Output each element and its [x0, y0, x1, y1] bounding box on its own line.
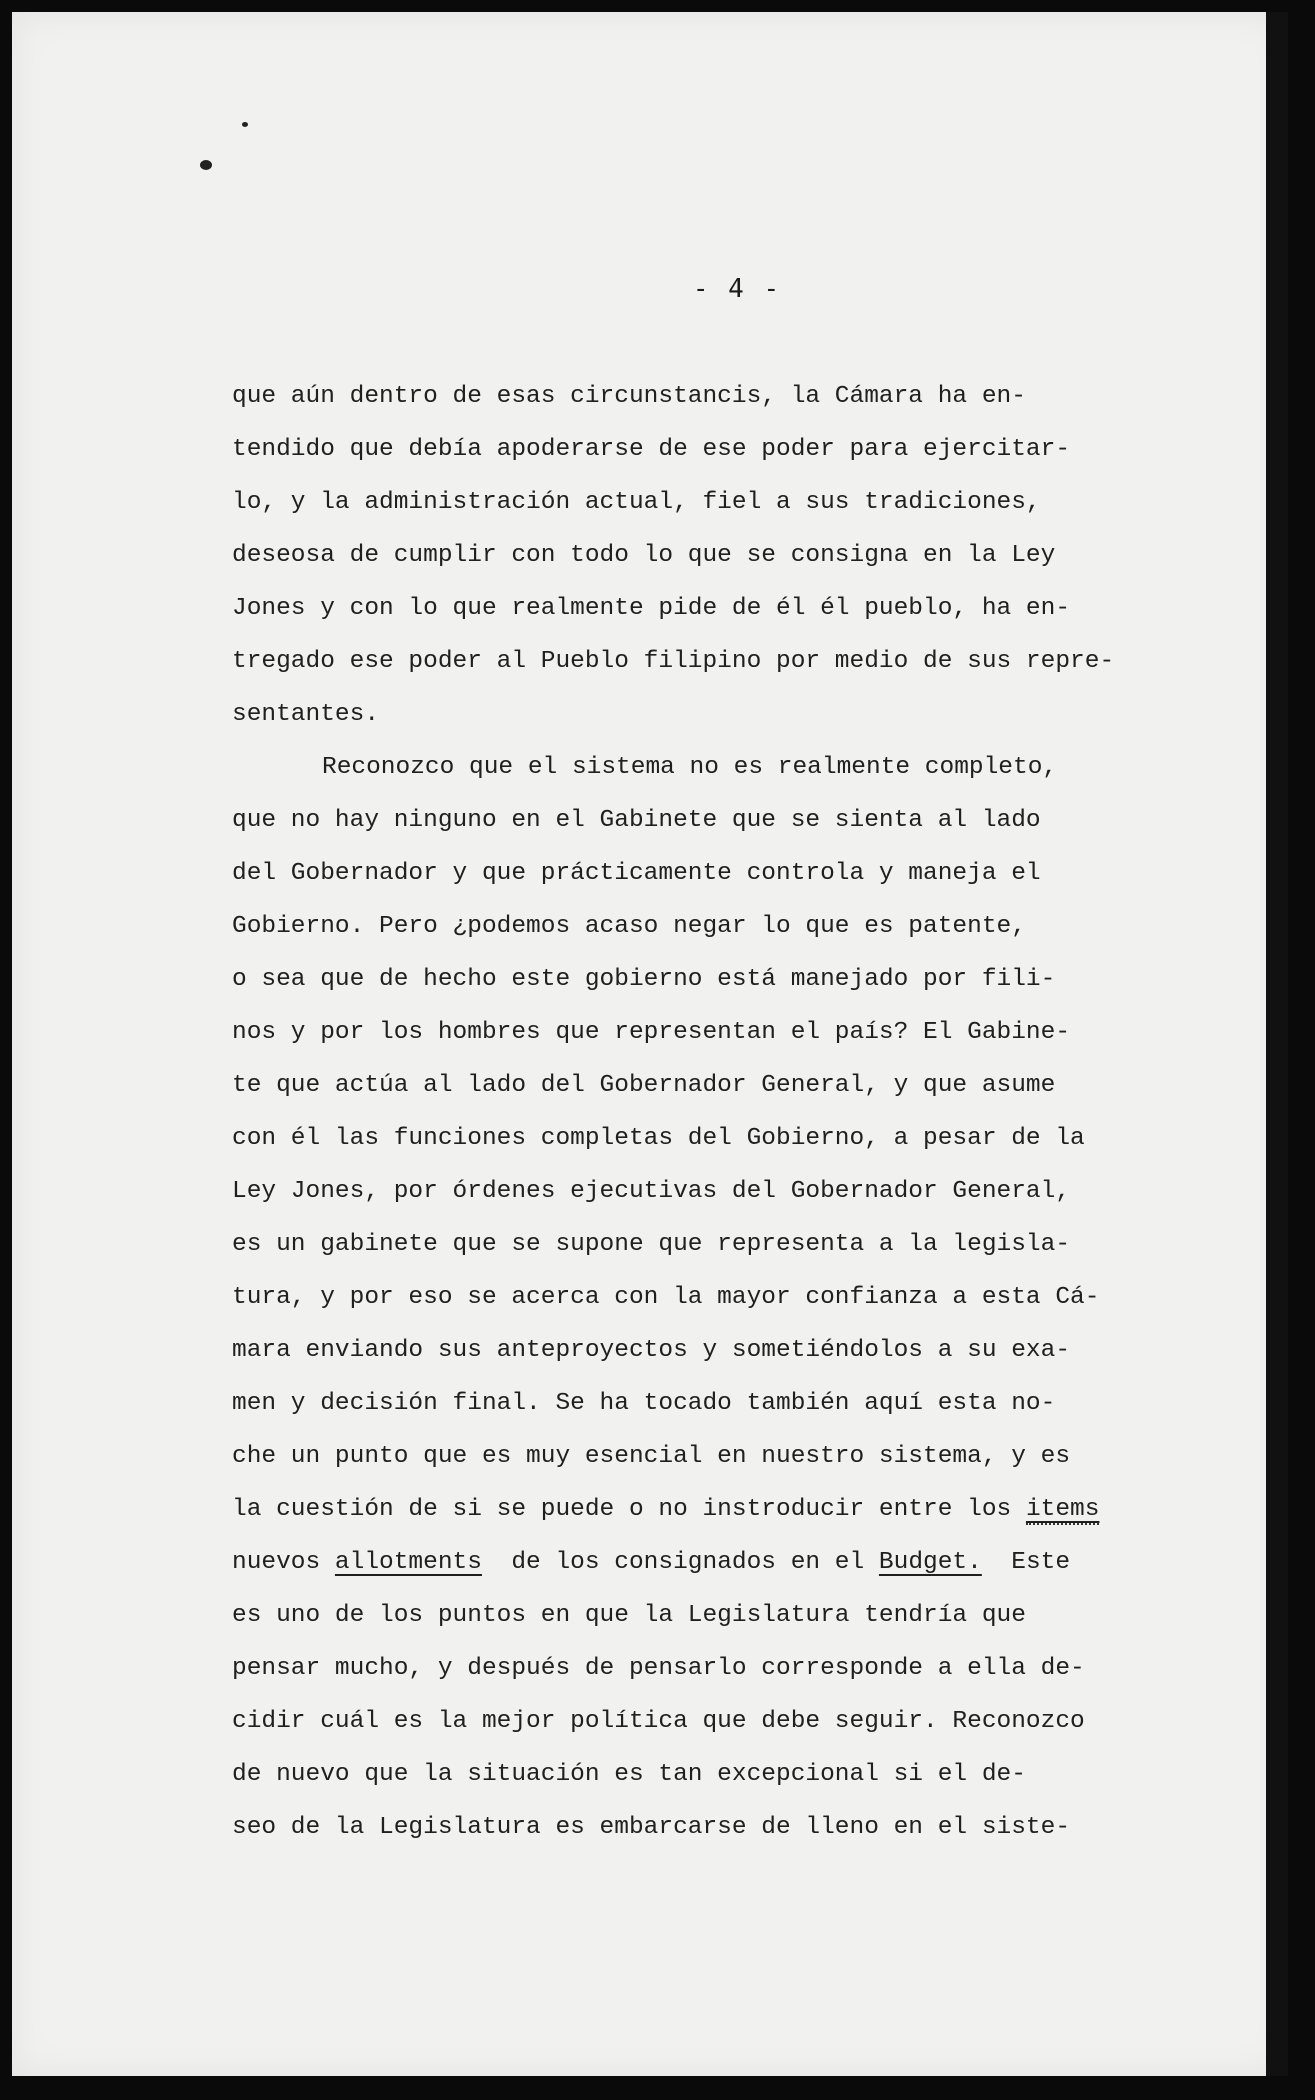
- text-segment: de los consignados en el: [481, 1549, 879, 1576]
- underlined-term: allotments: [334, 1549, 482, 1576]
- text-line: [232, 1536, 1212, 1589]
- text-line: mara enviando sus anteproyectos y sometiéndolos a su exa-: [232, 1337, 1071, 1364]
- text-line: sentantes.: [232, 701, 380, 728]
- text-line: Gobierno. Pero ¿podemos acaso negar lo que es patente,: [232, 913, 1026, 940]
- underlined-term: items: [1025, 1496, 1100, 1523]
- underlined-term: Budget.: [878, 1549, 982, 1576]
- text-line: es un gabinete que se supone que representa a la legisla-: [232, 1231, 1071, 1258]
- text-line: o sea que de hecho este gobierno está manejado por fili-: [232, 966, 1056, 993]
- text-line: con él las funciones completas del Gobierno, a pesar de la: [232, 1125, 1085, 1152]
- text-line: [232, 1483, 1212, 1536]
- body-text: [232, 370, 1212, 1854]
- text-line: Ley Jones, por órdenes ejecutivas del Gobernador General,: [232, 1178, 1071, 1205]
- text-segment: la cuestión de si se puede o no instroducir entre los: [232, 1496, 1026, 1523]
- text-segment: Este: [981, 1549, 1071, 1576]
- document-page: [12, 12, 1288, 2076]
- ink-speck: [200, 160, 212, 170]
- text-line: lo, y la administración actual, fiel a sus tradiciones,: [232, 489, 1041, 516]
- text-line: Reconozco que el sistema no es realmente completo,: [322, 754, 1058, 781]
- text-line: cidir cuál es la mejor política que debe seguir. Reconozco: [232, 1708, 1085, 1735]
- text-line: tregado ese poder al Pueblo filipino por medio de sus repre-: [232, 648, 1115, 675]
- text-line: del Gobernador y que prácticamente controla y maneja el: [232, 860, 1041, 887]
- text-line: che un punto que es muy esencial en nuestro sistema, y es: [232, 1443, 1071, 1470]
- text-line: que no hay ninguno en el Gabinete que se sienta al lado: [232, 807, 1041, 834]
- text-line: que aún dentro de esas circunstancis, la Cámara ha en-: [232, 383, 1026, 410]
- page-number: - 4 -: [692, 274, 782, 304]
- text-line: men y decisión final. Se ha tocado también aquí esta no-: [232, 1390, 1056, 1417]
- text-line: Jones y con lo que realmente pide de él él pueblo, ha en-: [232, 595, 1071, 622]
- scan-edge: [1266, 12, 1288, 2076]
- text-line: de nuevo que la situación es tan excepcional si el de-: [232, 1761, 1026, 1788]
- text-segment: nuevos: [232, 1549, 335, 1576]
- text-line: te que actúa al lado del Gobernador General, y que asume: [232, 1072, 1056, 1099]
- text-line: seo de la Legislatura es embarcarse de lleno en el siste-: [232, 1814, 1071, 1841]
- ink-speck: [242, 122, 248, 127]
- text-line: nos y por los hombres que representan el país? El Gabine-: [232, 1019, 1071, 1046]
- text-line: deseosa de cumplir con todo lo que se consigna en la Ley: [232, 542, 1056, 569]
- text-line: pensar mucho, y después de pensarlo corresponde a ella de-: [232, 1655, 1085, 1682]
- text-line: es uno de los puntos en que la Legislatura tendría que: [232, 1602, 1026, 1629]
- text-line: tura, y por eso se acerca con la mayor confianza a esta Cá-: [232, 1284, 1100, 1311]
- text-line: tendido que debía apoderarse de ese poder para ejercitar-: [232, 436, 1071, 463]
